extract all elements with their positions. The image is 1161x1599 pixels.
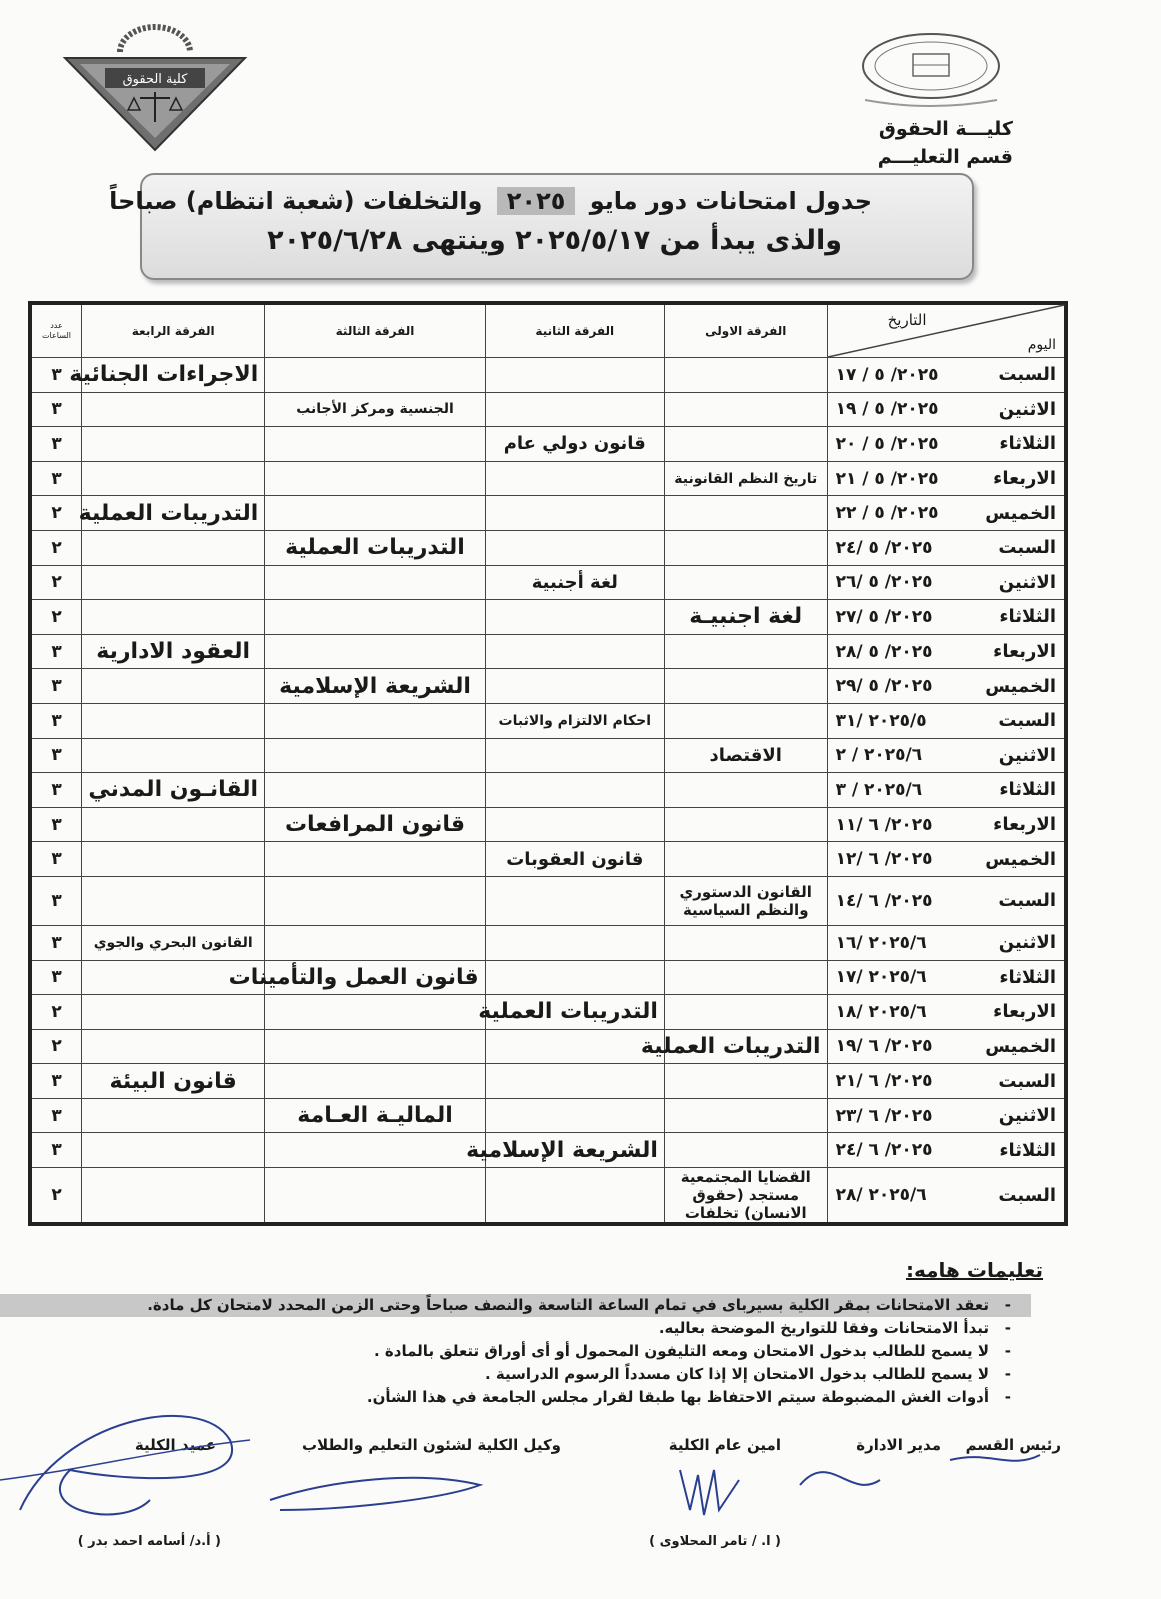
third-year-subject: [265, 1064, 485, 1099]
header-day: اليوم: [1027, 337, 1056, 353]
third-year-subject: [265, 461, 485, 496]
exam-day: السبت: [998, 364, 1056, 386]
third-year-subject: الشريعة الإسلامية: [265, 669, 485, 704]
day-date-cell: [827, 427, 1066, 462]
exam-hours: ٣: [30, 876, 82, 925]
header-hours: عدد الساعات: [30, 303, 82, 358]
exam-day: الاربعاء: [993, 814, 1056, 836]
exam-day: الاثنين: [998, 744, 1056, 766]
table-row: [30, 427, 1066, 462]
table-row: [30, 995, 1066, 1030]
second-year-subject: [485, 530, 664, 565]
day-date-cell: [827, 1098, 1066, 1133]
day-date-cell: [827, 496, 1066, 531]
exam-date: ٢٠٢٥/ ٦ /٢٣: [835, 1105, 933, 1126]
third-year-subject: [265, 1168, 485, 1225]
second-year-subject: [485, 960, 664, 995]
third-year-subject: [265, 600, 485, 635]
table-row: [30, 530, 1066, 565]
header-first-year: الفرقة الاولى: [664, 303, 827, 358]
sig-secretary: امين عام الكلية: [668, 1436, 781, 1454]
instruction-item: -أدوات الغش المضبوطة سيتم الاحتفاظ بها طبقا لقرار مجلس الجامعة في هذا الشأن.: [366, 1388, 1011, 1406]
first-year-subject: [664, 427, 827, 462]
fourth-year-subject: [82, 703, 265, 738]
title-line-1: [109, 187, 872, 215]
first-year-subject: [664, 807, 827, 842]
handwritten-signatures-icon: [0, 1360, 1161, 1590]
exam-day: الخميس: [985, 1035, 1056, 1057]
secretary-name: ( ا. / تامر المحلاوى ): [649, 1534, 781, 1549]
table-row: [30, 807, 1066, 842]
exam-day: الخميس: [985, 848, 1056, 870]
header-second-year: الفرقة الثانية: [485, 303, 664, 358]
table-row: [30, 925, 1066, 960]
logo-text: كلية الحقوق: [122, 72, 188, 87]
first-year-subject: [664, 773, 827, 808]
exam-date: ٢٠٢٥/٥ /٣١: [835, 710, 927, 731]
exam-date: ٢٠٢٥/ ٥ / ٢١: [835, 468, 939, 489]
day-date-cell: [827, 530, 1066, 565]
table-row: [30, 960, 1066, 995]
exam-day: الاربعاء: [993, 641, 1056, 663]
exam-hours: ٣: [30, 925, 82, 960]
exam-day: الثلاثاء: [999, 966, 1056, 988]
exam-day: السبت: [998, 1184, 1056, 1206]
table-row: [30, 461, 1066, 496]
exam-schedule-table: [28, 301, 1068, 1226]
fourth-year-subject: التدريبات العملية: [82, 496, 265, 531]
day-date-cell: [827, 669, 1066, 704]
first-year-subject: [664, 1098, 827, 1133]
sig-head-dept: رئيس القسم: [965, 1436, 1061, 1454]
exam-date: ٢٠٢٥/ ٥ /٢٤: [835, 537, 933, 558]
second-year-subject: التدريبات العملية: [485, 995, 664, 1030]
third-year-subject: [265, 738, 485, 773]
exam-day: الثلاثاء: [999, 433, 1056, 455]
university-seal-icon: [851, 28, 1011, 108]
department-name: قسم التعليـــم: [877, 146, 1013, 168]
first-year-subject: [664, 1064, 827, 1099]
dean-name: ( أ.د/ أسامه احمد بدر ): [77, 1534, 221, 1549]
day-date-cell: [827, 703, 1066, 738]
second-year-subject: [485, 807, 664, 842]
third-year-subject: [265, 496, 485, 531]
second-year-subject: [485, 925, 664, 960]
exam-hours: ٣: [30, 427, 82, 462]
table-row: [30, 1064, 1066, 1099]
first-year-subject: [664, 703, 827, 738]
fourth-year-subject: الاجراءات الجنائية: [82, 358, 265, 393]
second-year-subject: [485, 1064, 664, 1099]
exam-date: ٢٠٢٥/٦ /١٦: [835, 932, 927, 953]
first-year-subject: [664, 565, 827, 600]
title-prefix: جدول امتحانات دور مايو: [589, 187, 872, 215]
header-date-day: [827, 303, 1066, 358]
second-year-subject: الشريعة الإسلامية: [485, 1133, 664, 1168]
first-year-subject: [664, 925, 827, 960]
table-row: [30, 1098, 1066, 1133]
exam-hours: ٣: [30, 358, 82, 393]
first-year-subject: [664, 1133, 827, 1168]
day-date-cell: [827, 634, 1066, 669]
exam-hours: ٣: [30, 461, 82, 496]
day-date-cell: [827, 876, 1066, 925]
fourth-year-subject: القانون البحري والجوي: [82, 925, 265, 960]
header-third-year: الفرقة الثالثة: [265, 303, 485, 358]
third-year-subject: [265, 565, 485, 600]
exam-date: ٢٠٢٥/ ٦ /١٩: [835, 1036, 933, 1057]
exam-date: ٢٠٢٥/ ٦ /١١: [835, 814, 933, 835]
day-date-cell: [827, 461, 1066, 496]
second-year-subject: [485, 634, 664, 669]
fourth-year-subject: [82, 600, 265, 635]
exam-date: ٢٠٢٥/ ٥ /٢٨: [835, 641, 933, 662]
exam-hours: ٣: [30, 842, 82, 877]
exam-date: ٢٠٢٥/ ٥ /٢٦: [835, 572, 933, 593]
exam-day: الاثنين: [998, 398, 1056, 420]
exam-date: ٢٠٢٥/ ٥ / ٢٠: [835, 433, 939, 454]
table-row: [30, 392, 1066, 427]
exam-day: الاثنين: [998, 571, 1056, 593]
exam-day: السبت: [998, 537, 1056, 559]
sig-admin-manager: مدير الادارة: [856, 1436, 941, 1454]
third-year-subject: [265, 842, 485, 877]
fourth-year-subject: [82, 1133, 265, 1168]
second-year-subject: لغة أجنبية: [485, 565, 664, 600]
day-date-cell: [827, 565, 1066, 600]
table-row: [30, 1133, 1066, 1168]
header-date: التاريخ: [887, 311, 927, 329]
exam-day: الاثنين: [998, 932, 1056, 954]
table-row: [30, 1029, 1066, 1064]
first-year-subject: القانون الدستوري والنظم السياسية: [664, 876, 827, 925]
exam-day: السبت: [998, 1070, 1056, 1092]
third-year-subject: [265, 1029, 485, 1064]
exam-hours: ٣: [30, 807, 82, 842]
first-year-subject: [664, 392, 827, 427]
exam-hours: ٣: [30, 634, 82, 669]
third-year-subject: قانون المرافعات: [265, 807, 485, 842]
exam-date: ٢٠٢٥/ ٦ /٢١: [835, 1071, 933, 1092]
fourth-year-subject: [82, 427, 265, 462]
third-year-subject: قانون العمل والتأمينات: [265, 960, 485, 995]
fourth-year-subject: [82, 392, 265, 427]
sig-dean: عميد الكلية: [134, 1436, 216, 1454]
second-year-subject: قانون العقوبات: [485, 842, 664, 877]
third-year-subject: [265, 925, 485, 960]
fourth-year-subject: [82, 1168, 265, 1225]
exam-day: الثلاثاء: [999, 779, 1056, 801]
first-year-subject: تاريخ النظم القانونية: [664, 461, 827, 496]
exam-date: ٢٠٢٥/٦ / ٢: [835, 745, 923, 766]
table-row: [30, 496, 1066, 531]
table-row: [30, 634, 1066, 669]
faculty-logo-icon: [60, 30, 250, 155]
third-year-subject: [265, 634, 485, 669]
faculty-header: [878, 115, 1013, 171]
day-date-cell: [827, 1133, 1066, 1168]
second-year-subject: [485, 496, 664, 531]
day-date-cell: [827, 358, 1066, 393]
day-date-cell: [827, 807, 1066, 842]
second-year-subject: [485, 600, 664, 635]
second-year-subject: [485, 738, 664, 773]
exam-hours: ٢: [30, 565, 82, 600]
first-year-subject: [664, 358, 827, 393]
day-date-cell: [827, 1168, 1066, 1225]
first-year-subject: [664, 960, 827, 995]
fourth-year-subject: [82, 738, 265, 773]
faculty-name: كليـــة الحقوق: [878, 118, 1013, 140]
exam-date: ٢٠٢٥/ ٦ /٢٤: [835, 1140, 933, 1161]
first-year-subject: لغة اجنبيـة: [664, 600, 827, 635]
day-date-cell: [827, 842, 1066, 877]
second-year-subject: [485, 669, 664, 704]
second-year-subject: احكام الالتزام والاثبات: [485, 703, 664, 738]
exam-hours: ٣: [30, 703, 82, 738]
second-year-subject: [485, 1098, 664, 1133]
second-year-subject: [485, 1029, 664, 1064]
fourth-year-subject: [82, 565, 265, 600]
table-row: [30, 876, 1066, 925]
exam-day: الخميس: [985, 675, 1056, 697]
fourth-year-subject: القانـون المدني: [82, 773, 265, 808]
exam-date: ٢٠٢٥/ ٥ /٢٧: [835, 606, 933, 627]
first-year-subject: [664, 669, 827, 704]
fourth-year-subject: العقود الادارية: [82, 634, 265, 669]
exam-day: الاربعاء: [993, 468, 1056, 490]
second-year-subject: [485, 358, 664, 393]
instruction-item: -تبدأ الامتحانات وفقا للتواريخ الموضحة بعاليه.: [658, 1319, 1011, 1337]
exam-date: ٢٠٢٥/٦ / ٣: [835, 779, 923, 800]
instruction-item: -لا يسمح للطالب بدخول الامتحان ومعه التليفون المحمول أو أى أوراق تتعلق بالمادة .: [374, 1342, 1011, 1360]
table-row: [30, 1168, 1066, 1225]
third-year-subject: [265, 995, 485, 1030]
day-date-cell: [827, 925, 1066, 960]
day-date-cell: [827, 738, 1066, 773]
day-date-cell: [827, 773, 1066, 808]
first-year-subject: [664, 842, 827, 877]
exam-date: ٢٠٢٥/٦ /١٧: [835, 967, 927, 988]
exam-date: ٢٠٢٥/ ٥ / ١٧: [835, 364, 939, 385]
table-row: [30, 842, 1066, 877]
first-year-subject: القضايا المجتمعية مستجد (حقوق الانسان) تخلفات: [664, 1168, 827, 1225]
day-date-cell: [827, 960, 1066, 995]
fourth-year-subject: [82, 530, 265, 565]
exam-day: الخميس: [985, 502, 1056, 524]
first-year-subject: [664, 634, 827, 669]
first-year-subject: التدريبات العملية: [664, 1029, 827, 1064]
first-year-subject: الاقتصاد: [664, 738, 827, 773]
fourth-year-subject: [82, 669, 265, 704]
exam-day: الاثنين: [998, 1105, 1056, 1127]
exam-hours: ٣: [30, 1098, 82, 1133]
exam-date: ٢٠٢٥/٦ /١٨: [835, 1001, 927, 1022]
exam-date: ٢٠٢٥/ ٥ / ٢٢: [835, 503, 939, 524]
second-year-subject: [485, 773, 664, 808]
fourth-year-subject: [82, 1029, 265, 1064]
title-line-2: والذى يبدأ من ٢٠٢٥/٥/١٧ وينتهى ٢٠٢٥/٦/٢٨: [267, 225, 842, 256]
exam-day: السبت: [998, 890, 1056, 912]
exam-hours: ٢: [30, 530, 82, 565]
day-date-cell: [827, 995, 1066, 1030]
table-row: [30, 773, 1066, 808]
third-year-subject: التدريبات العملية: [265, 530, 485, 565]
table-row: [30, 565, 1066, 600]
exam-hours: ٢: [30, 1029, 82, 1064]
table-row: [30, 669, 1066, 704]
exam-date: ٢٠٢٥/ ٦ /١٤: [835, 890, 933, 911]
fourth-year-subject: [82, 1098, 265, 1133]
table-row: [30, 703, 1066, 738]
fourth-year-subject: [82, 876, 265, 925]
title-suffix: والتخلفات (شعبة انتظام) صباحاً: [109, 187, 483, 215]
second-year-subject: [485, 1168, 664, 1225]
third-year-subject: [265, 876, 485, 925]
second-year-subject: [485, 392, 664, 427]
exam-hours: ٢: [30, 496, 82, 531]
third-year-subject: [265, 1133, 485, 1168]
fourth-year-subject: قانون البيئة: [82, 1064, 265, 1099]
table-header-row: [30, 303, 1066, 358]
table-row: [30, 738, 1066, 773]
day-date-cell: [827, 1064, 1066, 1099]
title-year: ٢٠٢٥: [497, 187, 576, 215]
day-date-cell: [827, 600, 1066, 635]
first-year-subject: [664, 995, 827, 1030]
fourth-year-subject: [82, 461, 265, 496]
exam-hours: ٢: [30, 995, 82, 1030]
fourth-year-subject: [82, 995, 265, 1030]
title-box: [109, 173, 974, 280]
exam-hours: ٢: [30, 1168, 82, 1225]
second-year-subject: [485, 461, 664, 496]
exam-date: ٢٠٢٥/ ٥ /٢٩: [835, 676, 933, 697]
exam-day: الثلاثاء: [999, 606, 1056, 628]
day-date-cell: [827, 1029, 1066, 1064]
exam-hours: ٣: [30, 773, 82, 808]
table-row: [30, 358, 1066, 393]
exam-day: الثلاثاء: [999, 1139, 1056, 1161]
exam-hours: ٣: [30, 960, 82, 995]
instructions-title: تعليمات هامه:: [906, 1258, 1043, 1282]
exam-hours: ٣: [30, 392, 82, 427]
exam-hours: ٣: [30, 738, 82, 773]
first-year-subject: [664, 496, 827, 531]
third-year-subject: الماليـة العـامة: [265, 1098, 485, 1133]
second-year-subject: [485, 876, 664, 925]
exam-hours: ٣: [30, 669, 82, 704]
fourth-year-subject: [82, 807, 265, 842]
day-date-cell: [827, 392, 1066, 427]
instruction-item: -تعقد الامتحانات بمقر الكلية بسيرباى في تمام الساعة التاسعة والنصف صباحاً وحتى الزمن المحدد لامتحان كل مادة.: [0, 1294, 1031, 1317]
exam-day: السبت: [998, 710, 1056, 732]
instruction-item: -لا يسمح للطالب بدخول الامتحان إلا إذا كان مسدداً الرسوم الدراسية .: [484, 1365, 1011, 1383]
exam-date: ٢٠٢٥/ ٥ / ١٩: [835, 399, 939, 420]
exam-day: الاربعاء: [993, 1001, 1056, 1023]
header-fourth-year: الفرقة الرابعة: [82, 303, 265, 358]
exam-date: ٢٠٢٥/ ٦ /١٢: [835, 849, 933, 870]
exam-date: ٢٠٢٥/٦ /٢٨: [835, 1185, 927, 1206]
third-year-subject: [265, 358, 485, 393]
third-year-subject: [265, 427, 485, 462]
table-row: [30, 600, 1066, 635]
second-year-subject: قانون دولي عام: [485, 427, 664, 462]
exam-hours: ٣: [30, 1064, 82, 1099]
third-year-subject: الجنسية ومركز الأجانب: [265, 392, 485, 427]
third-year-subject: [265, 773, 485, 808]
exam-hours: ٣: [30, 1133, 82, 1168]
exam-hours: ٢: [30, 600, 82, 635]
sig-vice-dean: وكيل الكلية لشئون التعليم والطلاب: [301, 1436, 561, 1454]
first-year-subject: [664, 530, 827, 565]
third-year-subject: [265, 703, 485, 738]
fourth-year-subject: [82, 842, 265, 877]
